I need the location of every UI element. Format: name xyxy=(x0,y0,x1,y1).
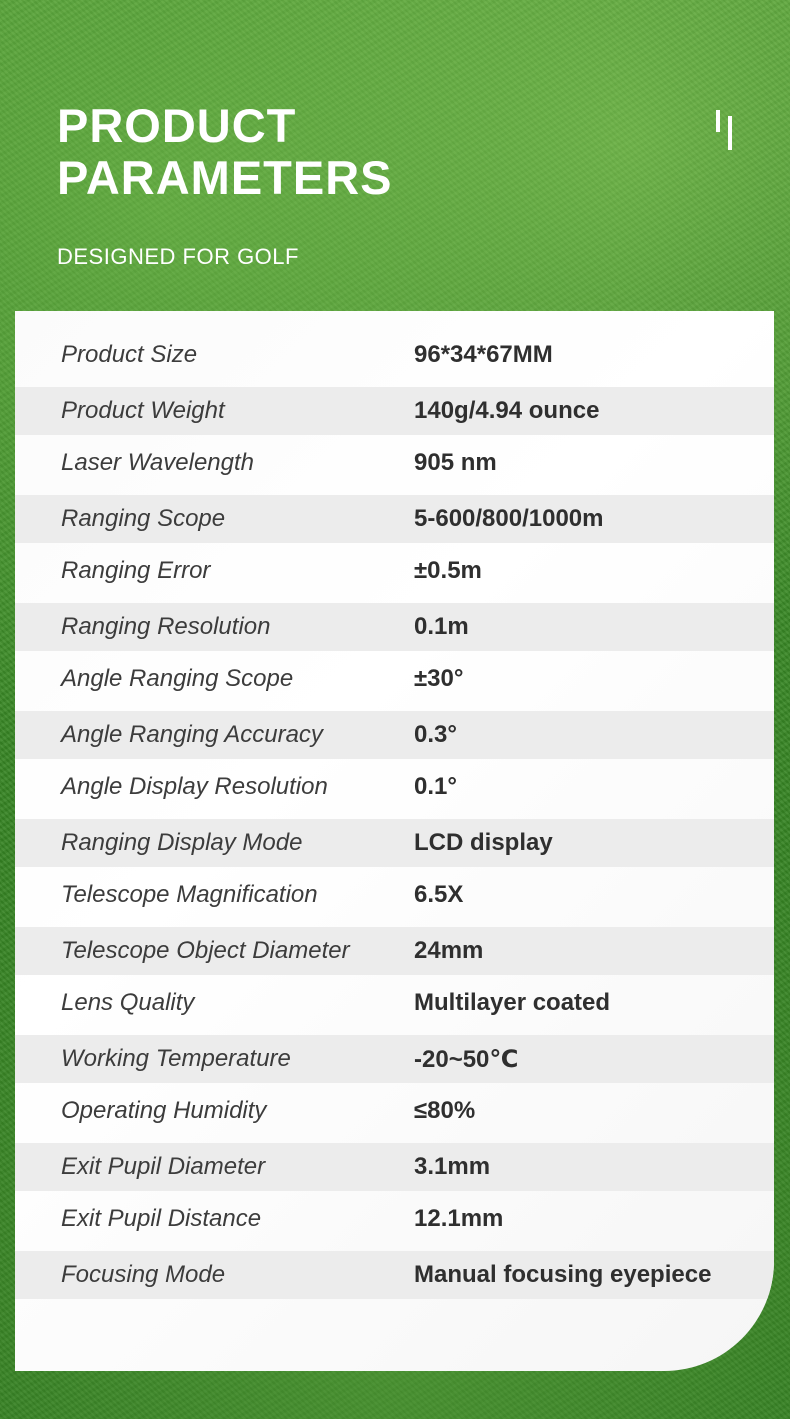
param-value: 3.1mm xyxy=(414,1153,491,1180)
param-value: 12.1mm xyxy=(414,1205,504,1232)
table-row xyxy=(15,439,774,487)
param-value: 6.5X xyxy=(414,881,464,908)
param-value: 0.1° xyxy=(414,773,457,800)
table-row xyxy=(15,927,774,975)
table-row xyxy=(15,871,774,919)
param-value: ±30° xyxy=(414,665,464,692)
table-row xyxy=(15,603,774,651)
param-label: Angle Ranging Accuracy xyxy=(61,721,323,748)
brand-mark-icon xyxy=(714,108,736,152)
param-value: -20~50℃ xyxy=(414,1045,519,1073)
param-value: 140g/4.94 ounce xyxy=(414,397,600,424)
table-row xyxy=(15,979,774,1027)
param-label: Ranging Resolution xyxy=(61,613,271,640)
table-row xyxy=(15,1143,774,1191)
param-value: Manual focusing eyepiece xyxy=(414,1261,712,1288)
param-value: 96*34*67MM xyxy=(414,341,553,368)
param-label: Exit Pupil Diameter xyxy=(61,1153,266,1180)
table-row xyxy=(15,1035,774,1083)
param-value: 24mm xyxy=(414,937,484,964)
page-title-line-1: PRODUCT xyxy=(57,99,297,152)
table-row xyxy=(15,1251,774,1299)
param-label: Ranging Display Mode xyxy=(61,829,303,856)
param-label: Angle Display Resolution xyxy=(61,773,328,800)
table-row xyxy=(15,763,774,811)
param-label: Lens Quality xyxy=(61,989,195,1016)
param-value: 0.3° xyxy=(414,721,457,748)
table-row xyxy=(15,655,774,703)
param-label: Ranging Scope xyxy=(61,505,226,532)
param-value: Multilayer coated xyxy=(414,989,611,1016)
param-label: Telescope Magnification xyxy=(61,881,318,908)
page-title-line-2: PARAMETERS xyxy=(57,151,393,204)
table-row xyxy=(15,1087,774,1135)
table-row xyxy=(15,331,774,379)
param-label: Working Temperature xyxy=(61,1045,291,1072)
param-value: 5-600/800/1000m xyxy=(414,505,604,532)
header xyxy=(57,100,737,204)
table-row xyxy=(15,1195,774,1243)
table-row xyxy=(15,495,774,543)
param-value: LCD display xyxy=(414,829,553,856)
table-row xyxy=(15,711,774,759)
param-value: ±0.5m xyxy=(414,557,482,584)
param-value: ≤80% xyxy=(414,1097,476,1124)
param-label: Ranging Error xyxy=(61,557,211,584)
param-label: Laser Wavelength xyxy=(61,449,255,476)
table-row xyxy=(15,547,774,595)
param-label: Telescope Object Diameter xyxy=(61,937,350,964)
param-label: Operating Humidity xyxy=(61,1097,267,1124)
param-label: Exit Pupil Distance xyxy=(61,1205,262,1232)
param-label: Focusing Mode xyxy=(61,1261,226,1288)
page-subtitle: DESIGNED FOR GOLF xyxy=(57,244,299,269)
table-row xyxy=(15,819,774,867)
param-label: Product Weight xyxy=(61,397,225,424)
param-label: Product Size xyxy=(61,341,198,368)
param-value: 0.1m xyxy=(414,613,469,640)
parameters-table xyxy=(15,311,774,1371)
table-row xyxy=(15,387,774,435)
param-value: 905 nm xyxy=(414,449,497,476)
param-label: Angle Ranging Scope xyxy=(61,665,294,692)
